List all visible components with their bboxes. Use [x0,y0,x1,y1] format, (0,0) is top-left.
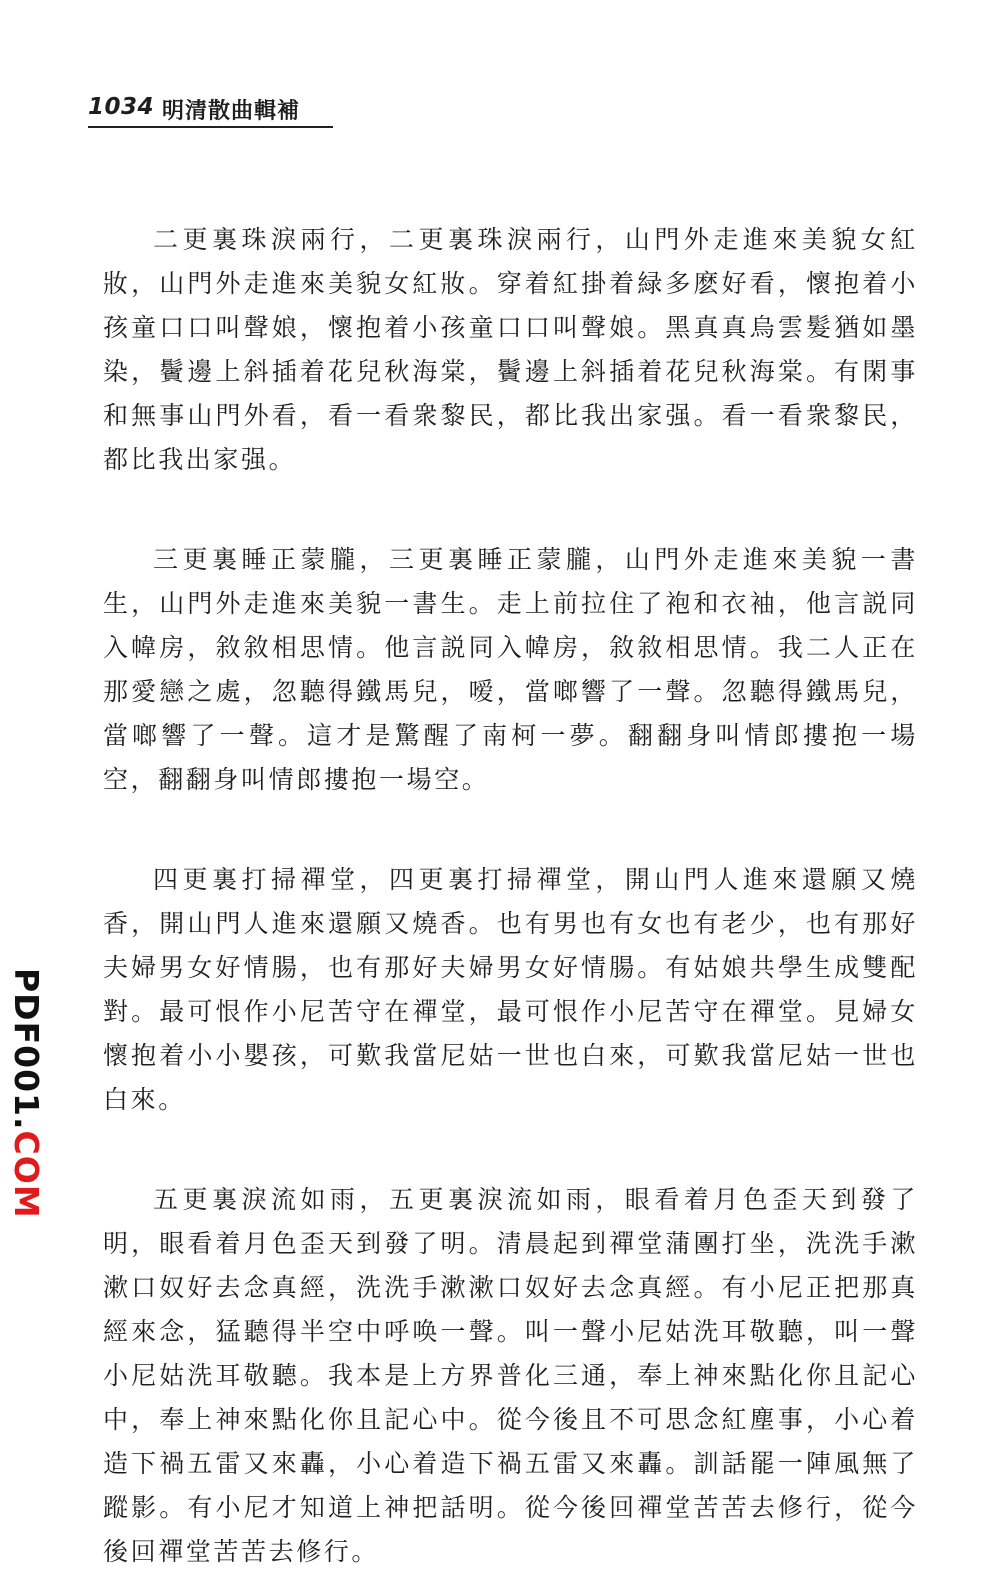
watermark-name: PDF001. [7,968,46,1131]
running-header [88,92,333,128]
body-text [103,218,918,1574]
paragraph-second-watch: 二更裏珠淚兩行，二更裏珠淚兩行，山門外走進來美貌女紅妝，山門外走進來美貌女紅妝。穿着紅掛着緑多麽好看，懷抱着小孩童口口叫聲娘，懷抱着小孩童口口叫聲娘。黑真真烏雲髮猶如墨染，鬢邊上斜插着花兒秋海棠，鬢邊上斜插着花兒秋海棠。有閑事和無事山門外看，看一看衆黎民，都比我出家强。看一看衆黎民，都比我出家强。 [103,225,918,474]
paragraph-third-watch: 三更裏睡正蒙朧，三更裏睡正蒙朧，山門外走進來美貌一書生，山門外走進來美貌一書生。走上前拉住了袍和衣袖，他言説同入幃房，敘敘相思情。他言説同入幃房，敘敘相思情。我二人正在那愛戀之處，忽聽得鐵馬兒，嗳，當啷響了一聲。忽聽得鐵馬兒，當啷響了一聲。這才是驚醒了南柯一夢。翻翻身叫情郎摟抱一場空，翻翻身叫情郎摟抱一場空。 [103,545,918,794]
paragraph-fifth-watch: 五更裏淚流如雨，五更裏淚流如雨，眼看着月色歪天到發了明，眼看着月色歪天到發了明。清晨起到禪堂蒲團打坐，洗洗手漱漱口奴好去念真經，洗洗手漱漱口奴好去念真經。有小尼正把那真經來念，猛聽得半空中呼唤一聲。叫一聲小尼姑洗耳敬聽，叫一聲小尼姑洗耳敬聽。我本是上方界普化三通，奉上神來點化你且記心中，奉上神來點化你且記心中。從今後且不可思念紅塵事，小心着造下禍五雷又來轟，小心着造下禍五雷又來轟。訓話罷一陣風無了蹤影。有小尼才知道上神把話明。從今後回禪堂苦苦去修行，從今後回禪堂苦苦去修行。 [103,1185,918,1566]
site-watermark [6,968,46,1219]
book-title: 明清散曲輯補 [162,99,301,124]
page-number: 1034 [88,94,155,120]
watermark-domain: COM [7,1130,46,1219]
paragraph-fourth-watch: 四更裏打掃禪堂，四更裏打掃禪堂，開山門人進來還願又燒香，開山門人進來還願又燒香。也有男也有女也有老少，也有那好夫婦男女好情腸，也有那好夫婦男女好情腸。有姑娘共學生成雙配對。最可恨作小尼苦守在禪堂，最可恨作小尼苦守在禪堂。見婦女懷抱着小小嬰孩，可歎我當尼姑一世也白來，可歎我當尼姑一世也白來。 [103,865,918,1114]
